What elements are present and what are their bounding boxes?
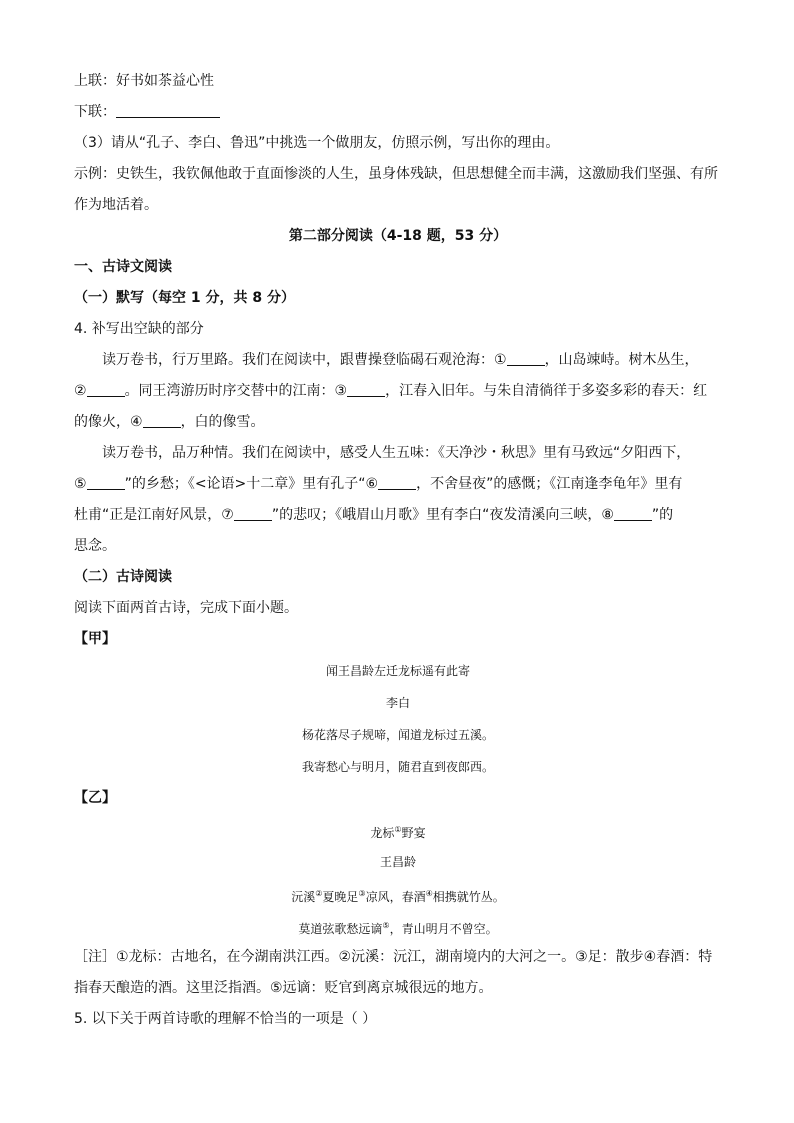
q3-example-line1: 示例：史铁生，我钦佩他敢于直面惨淡的人生，虽身体残缺，但思想健全而丰满，这激励我们坚强、有所	[74, 166, 718, 182]
para1-text: 。同王湾游历时序交替中的江南：③	[124, 383, 348, 399]
notes-line1: ［注］①龙标：古地名，在今湖南洪江西。②沅溪：沅江，湖南境内的大河之一。③足：散步④春酒：特	[74, 949, 713, 965]
poem1-line1: 杨花落尽子规啼，闻道龙标过五溪。	[301, 728, 494, 742]
blank-2[interactable]	[87, 382, 125, 397]
part2-title: 第二部分阅读（4-18 题，53 分）	[288, 228, 508, 244]
q4-prompt: 4. 补写出空缺的部分	[74, 321, 204, 337]
poem1-line2: 我寄愁心与明月，随君直到夜郎西。	[301, 760, 494, 774]
para2-text: ⑤	[74, 476, 87, 492]
blank-4[interactable]	[143, 413, 181, 428]
footnote-marker: ③	[358, 889, 366, 898]
q3-example-line2: 作为地活着。	[74, 197, 158, 213]
poem2-text: 夏晚足	[322, 890, 359, 904]
para1-line1	[74, 345, 722, 376]
para2-line3	[74, 500, 722, 531]
para1-text: ，白的像雪。	[180, 414, 265, 430]
couplet-upper: 上联：好书如茶益心性	[74, 73, 214, 89]
couplet-lower	[74, 97, 722, 128]
para1-line3	[74, 407, 722, 438]
para2-line1: 读万卷书，品万种情。我们在阅读中，感受人生五味：《天净沙・秋思》里有马致远“夕阳西下，	[102, 445, 691, 461]
para2-text: ”的乡愁；《<论语>十二章》里有孔子“⑥	[124, 476, 379, 492]
para1-text: ，江春入旧年。与朱自清徜徉于多姿多彩的春天：红	[385, 383, 708, 399]
footnote-marker: ②	[315, 889, 323, 898]
section1-heading: 一、古诗文阅读	[74, 259, 172, 275]
footnote-marker: ①	[394, 825, 402, 834]
blank-1[interactable]	[507, 351, 545, 366]
para1-text: 读万卷书，行万里路。我们在阅读中，跟曹操登临碣石观沧海：①	[102, 352, 507, 368]
couplet-lower-label: 下联：	[74, 104, 116, 120]
para1-text: ，山岛竦峙。树木丛生，	[544, 352, 699, 368]
para2-line4: 思念。	[74, 538, 116, 554]
poem2-line2	[74, 910, 722, 942]
poem1-title: 闻王昌龄左迁龙标遥有此寄	[325, 664, 470, 678]
footnote-marker: ④	[425, 889, 433, 898]
poem2-text: 沅溪	[291, 890, 316, 904]
q3-prompt: （3）请从“孔子、李白、鲁迅”中挑选一个做朋友，仿照示例，写出你的理由。	[74, 135, 560, 151]
blank-8[interactable]	[614, 506, 652, 521]
para1-text: ②	[74, 383, 87, 399]
para1-line2	[74, 376, 722, 407]
poem2-title-text: 野宴	[401, 826, 426, 840]
poem2-author: 王昌龄	[379, 855, 416, 869]
para1-text: 的像火，④	[74, 414, 143, 430]
poem2-line1	[74, 878, 722, 910]
blank-3[interactable]	[347, 382, 385, 397]
couplet-lower-blank[interactable]	[116, 102, 220, 118]
para2-text: ，不舍昼夜”的感慨；《江南逢李龟年》里有	[416, 476, 683, 492]
subsection1-heading: （一）默写（每空 1 分，共 8 分）	[74, 290, 295, 306]
para2-line2	[74, 469, 722, 500]
poem2-text: ，青山明月不曾空。	[389, 922, 498, 936]
para2-text: ”的	[651, 507, 674, 523]
subsection2-heading: （二）古诗阅读	[74, 569, 172, 585]
para2-text: 杜甫“正是江南好风景，⑦	[74, 507, 234, 523]
blank-7[interactable]	[234, 506, 272, 521]
q5-prompt: 5. 以下关于两首诗歌的理解不恰当的一项是（ ）	[74, 1011, 377, 1027]
poem2-text: 莫道弦歌愁远谪	[298, 922, 383, 936]
poem2-title-text: 龙标	[370, 826, 395, 840]
poem2-title	[74, 814, 722, 846]
poem1-author: 李白	[385, 696, 410, 710]
para2-text: ”的悲叹；《峨眉山月歌》里有李白“夜发清溪向三峡，⑧	[271, 507, 614, 523]
notes-line2: 指春天酿造的酒。这里泛指酒。⑤远谪：贬官到离京城很远的地方。	[74, 980, 493, 996]
poem-a-label: 【甲】	[74, 631, 116, 647]
poem-b-label: 【乙】	[74, 790, 116, 806]
blank-5[interactable]	[87, 475, 125, 490]
poem2-text: 相携就竹丛。	[432, 890, 505, 904]
blank-6[interactable]	[378, 475, 416, 490]
footnote-marker: ⑤	[382, 921, 390, 930]
reading-intro: 阅读下面两首古诗，完成下面小题。	[74, 600, 298, 616]
poem2-text: 凉风，春酒	[365, 890, 426, 904]
